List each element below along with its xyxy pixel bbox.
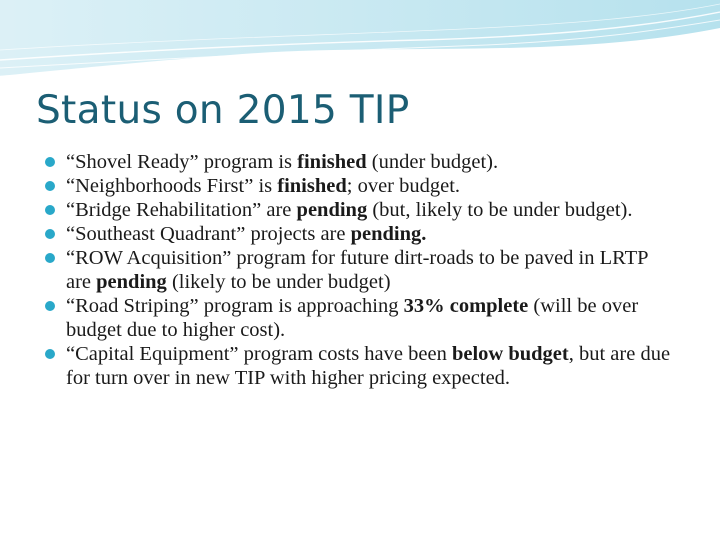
bullet-segment: “Capital Equipment” program costs have been — [66, 343, 452, 365]
bullet-emphasis: finished — [277, 175, 347, 197]
bullet-dot-icon — [45, 205, 55, 215]
bullet-text — [66, 151, 498, 173]
bullet-text — [66, 247, 648, 293]
bullet-segment: (likely to be under budget) — [166, 271, 391, 293]
bullet-dot-icon — [45, 253, 55, 263]
bullet-item — [44, 150, 674, 174]
bullet-dot-icon — [45, 229, 55, 239]
bullet-segment: “Road Striping” program is approaching — [66, 295, 404, 317]
bullet-segment: (but, likely to be under budget). — [367, 199, 633, 221]
bullet-item — [44, 198, 674, 222]
bullet-text — [66, 295, 638, 341]
bullet-dot-icon — [45, 301, 55, 311]
bullet-dot-icon — [45, 349, 55, 359]
bullet-emphasis: below budget — [451, 343, 569, 365]
bullet-emphasis: pending — [296, 199, 368, 221]
bullet-segment: “Neighborhoods First” is — [66, 175, 278, 197]
bullet-segment: “Southeast Quadrant” projects are — [66, 223, 351, 245]
bullet-emphasis: pending — [96, 271, 167, 293]
bullet-item — [44, 174, 674, 198]
bullet-segment: (under budget). — [366, 151, 499, 173]
bullet-emphasis: pending. — [350, 223, 427, 245]
bullet-segment: “Shovel Ready” program is — [66, 151, 298, 173]
bullet-segment: “ROW Acquisition” program for future dirt-roads to be paved in LRTP are — [66, 247, 648, 293]
bullet-text — [66, 175, 460, 197]
bullet-text — [66, 199, 633, 221]
bullet-item — [44, 222, 674, 246]
bullet-item — [44, 342, 674, 390]
bullet-text — [66, 343, 670, 389]
bullet-segment: “Bridge Rehabilitation” are — [66, 199, 297, 221]
bullet-segment: , but are due for turn over in new TIP with higher pricing expected. — [66, 343, 671, 389]
slide-title: Status on 2015 TIP — [36, 88, 410, 133]
bullet-item — [44, 246, 674, 294]
bullet-emphasis: 33% complete — [403, 295, 529, 317]
bullet-text — [66, 223, 426, 245]
bullet-emphasis: finished — [297, 151, 367, 173]
bullet-list — [44, 150, 674, 390]
bullet-item — [44, 294, 674, 342]
header-decoration — [0, 0, 720, 80]
bullet-dot-icon — [45, 181, 55, 191]
bullet-dot-icon — [45, 157, 55, 167]
bullet-segment: ; over budget. — [346, 175, 461, 197]
bullet-segment: (will be over budget due to higher cost). — [66, 295, 639, 341]
